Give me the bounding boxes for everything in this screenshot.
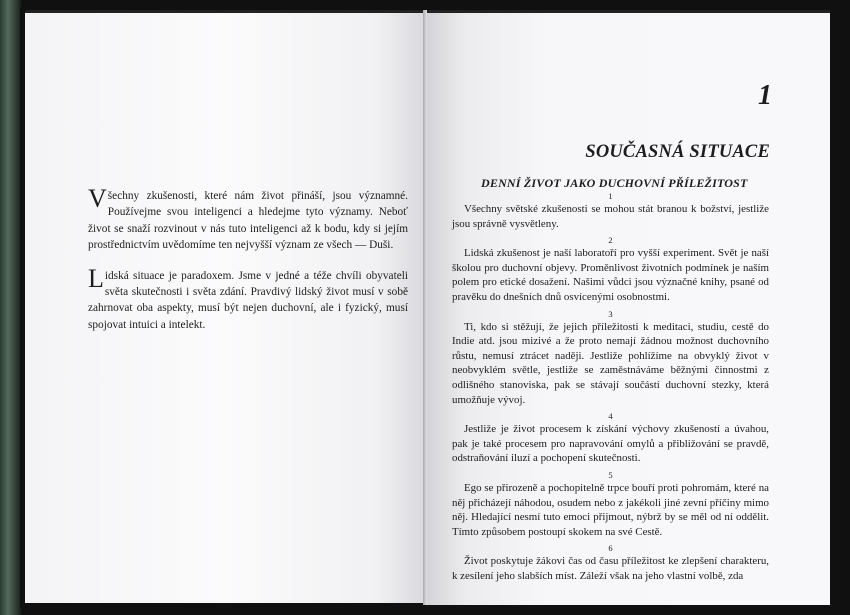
paragraph-number: 1 (608, 191, 613, 201)
paragraph-number: 4 (608, 411, 613, 422)
right-page-text (452, 191, 769, 587)
paragraph-number: 6 (608, 543, 613, 554)
paragraph-number: 2 (608, 235, 613, 246)
chapter-title: SOUČASNÁ SITUACE (585, 142, 770, 162)
paragraph-number: 3 (608, 308, 613, 319)
left-page-text (88, 184, 408, 347)
paragraph-text: idská situace je paradoxem. Jsme v jedné a téže chvíli obyvateli světa skutečnosti i světa zdání. Pravdivý lidský život musí v sobě zahrnovat oba aspekty, musí být nejen duchovní, ale i fyzický, musí spojovat intuici a intelekt. (88, 269, 408, 331)
left-paragraph-1 (88, 184, 408, 254)
paragraph-text: Život poskytuje žákovi čas od času příležitost ke zlepšení charakteru, k zesílení jeho slabších míst. Záleží však na jeho vlastní volbě, zda (452, 555, 769, 582)
drop-cap: V (88, 184, 107, 213)
chapter-number: 1 (758, 80, 772, 111)
paragraph-text: Lidská zkušenost je naší laboratoří pro vyšší experiment. Svět je naší školou pro duchovní objevy. Proměnlivost životních podmínek je naším polem pro etické dosažení. Našimi vůdci jsou význačné knihy, psané od pravěku do dnešních dnů osvícenými osobnostmi. (452, 247, 769, 303)
paragraph-text: Všechny světské zkušenosti se mohou stát branou k božství, jestliže jsou správně vysvětleny. (452, 203, 769, 230)
paragraph-text: Ti, kdo si stěžují, že jejich příležitosti k meditaci, studiu, cestě do Indie atd. jsou mizivé a že proto nemají žádnou možnost duchovního růstu, nemusí ztrácet naději. Jestliže pohlížíme na obvyklý život v neobvyklém světle, jestliže se zaměstnáváme běžnými činnostmi z odlišného stanoviska, pak se stávají součástí duchovní stezky, která umožňuje vývoj. (452, 320, 769, 406)
left-paragraph-2 (88, 263, 408, 334)
section-title: DENNÍ ŽIVOT JAKO DUCHOVNÍ PŘÍLEŽITOST (481, 176, 748, 190)
paragraph-text: šechny zkušenosti, které nám život přináší, jsou významné. Používejme svou inteligenci a hledejme tyto významy. Neboť život se snaží rozvinout v nás tuto inteligenci až k bodu, kdy si jejím prostřednictvím uvědomíme ten nejvyšší význam ze všech — Duši. (88, 190, 408, 252)
paragraph-text: Jestliže je život procesem k získání výchovy zkušeností a úvahou, pak je také procesem pro napravování omylů a přibližování se pravdě, odstraňování iluzí a pochopení skutečnosti. (452, 423, 769, 465)
book-gutter (423, 10, 427, 605)
paragraph-text: Ego se přirozeně a pochopitelně trpce bouří proti pohromám, které na něj přicházejí náhodou, osudem nebo z jakékoli jiné zevní příčiny mimo něj. Hledající nesmí tuto emoci přijmout, nýbrž by se měl od ní oddělit. Tímto způsobem postoupí skokem na své Cestě. (452, 481, 769, 538)
drop-cap: L (88, 263, 104, 293)
paragraph-number: 5 (608, 469, 613, 480)
